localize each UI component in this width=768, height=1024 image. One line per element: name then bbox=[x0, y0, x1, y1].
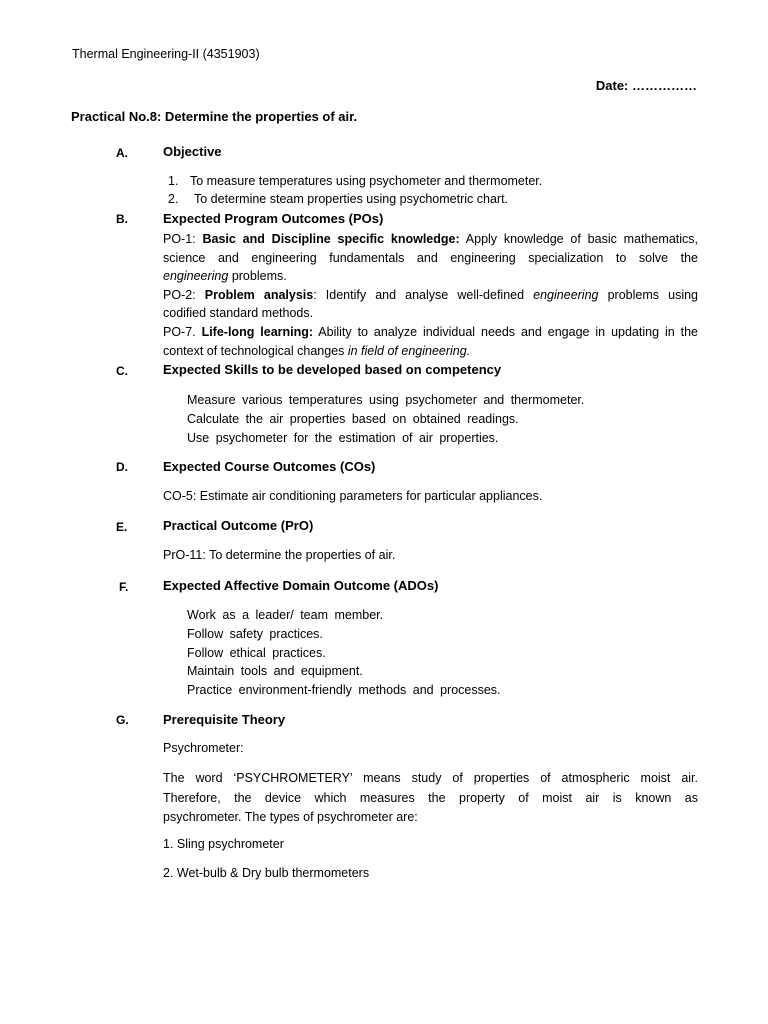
section-e-letter: E. bbox=[116, 520, 128, 534]
section-f-letter: F. bbox=[119, 580, 129, 594]
ado-item: Follow safety practices. bbox=[187, 626, 323, 641]
objective-item-text: To measure temperatures using psychometer and thermometer. bbox=[190, 174, 543, 188]
po1-code: PO-1: bbox=[163, 232, 203, 246]
skill-item: Use psychometer for the estimation of air properties. bbox=[187, 430, 499, 445]
ado-item: Work as a leader/ team member. bbox=[187, 608, 384, 622]
practical-outcome-text: PrO-11: To determine the properties of air. bbox=[163, 548, 396, 562]
ado-item: Maintain tools and equipment. bbox=[187, 664, 363, 679]
objective-item bbox=[168, 174, 542, 188]
section-f-title: Expected Affective Domain Outcome (ADOs) bbox=[163, 578, 439, 593]
section-a-title: Objective bbox=[163, 144, 222, 159]
po2-text: : Identify and analyse well-defined bbox=[313, 287, 534, 302]
po2-line: codified standard methods. bbox=[163, 306, 314, 321]
paragraph-line: Therefore, the device which measures the property of moist air is known as bbox=[163, 790, 698, 805]
section-g-title: Prerequisite Theory bbox=[163, 712, 286, 727]
psychrometer-type: 2. Wet-bulb & Dry bulb thermometers bbox=[163, 866, 370, 880]
po7-italic: in field of engineering. bbox=[347, 343, 471, 358]
po1-line bbox=[163, 230, 698, 249]
po1-italic: engineering bbox=[163, 269, 229, 284]
po2-code: PO-2: bbox=[163, 287, 205, 302]
po7-line bbox=[163, 323, 698, 342]
section-d-letter: D. bbox=[116, 460, 128, 474]
po7-text: Ability to analyze individual needs and engage in updating in the bbox=[313, 324, 698, 339]
po2-title: Problem analysis bbox=[204, 287, 314, 302]
po7-text-2: context of technological changes bbox=[163, 343, 348, 358]
section-a-letter: A. bbox=[116, 146, 128, 160]
po1-title: Basic and Discipline specific knowledge: bbox=[202, 232, 460, 246]
objective-item bbox=[168, 192, 508, 206]
psychrometer-subheading: Psychrometer: bbox=[163, 741, 244, 755]
objective-item-text: To determine steam properties using psychometric chart. bbox=[194, 192, 509, 206]
section-b-title: Expected Program Outcomes (POs) bbox=[163, 211, 384, 226]
po1-text-end: problems. bbox=[228, 269, 287, 284]
po7-title: Life-long learning: bbox=[201, 324, 314, 339]
objective-item-number: 1. bbox=[168, 174, 179, 188]
ado-item: Practice environment-friendly methods and processes. bbox=[187, 683, 501, 698]
po7-line bbox=[163, 342, 698, 361]
section-g-letter: G. bbox=[116, 713, 129, 727]
skill-item: Calculate the air properties based on obtained readings. bbox=[187, 411, 519, 426]
po1-line: science and engineering fundamentals and engineering specialization to solve the bbox=[163, 250, 698, 265]
section-c-letter: C. bbox=[116, 364, 128, 378]
psychrometer-paragraph bbox=[163, 769, 698, 828]
skills-list bbox=[187, 391, 584, 447]
paragraph-line: psychrometer. The types of psychrometer are: bbox=[163, 810, 418, 824]
po2-line bbox=[163, 286, 698, 305]
po1-line bbox=[163, 267, 698, 286]
po2-text-end: problems using bbox=[598, 287, 698, 302]
objective-item-number: 2. bbox=[168, 192, 179, 206]
program-outcomes bbox=[163, 230, 698, 360]
paragraph-line: The word ‘PSYCHROMETERY’ means study of properties of atmospheric moist air. bbox=[163, 771, 698, 785]
section-b-letter: B. bbox=[116, 212, 128, 226]
section-c-title: Expected Skills to be developed based on competency bbox=[163, 362, 502, 377]
skill-item: Measure various temperatures using psychometer and thermometer. bbox=[187, 393, 585, 407]
course-outcome-text: CO-5: Estimate air conditioning parameters for particular appliances. bbox=[163, 489, 543, 503]
section-d-title: Expected Course Outcomes (COs) bbox=[163, 459, 376, 474]
document-header: Thermal Engineering-II (4351903) bbox=[72, 47, 260, 61]
practical-title: Practical No.8: Determine the properties of air. bbox=[71, 109, 358, 124]
po1-text: Apply knowledge of basic mathematics, bbox=[459, 232, 698, 246]
ado-item: Follow ethical practices. bbox=[187, 645, 326, 660]
po2-italic: engineering bbox=[533, 287, 599, 302]
psychrometer-type: 1. Sling psychrometer bbox=[163, 837, 284, 851]
section-e-title: Practical Outcome (PrO) bbox=[163, 518, 314, 533]
date-label: Date: …………… bbox=[595, 78, 697, 93]
ado-list bbox=[187, 606, 501, 700]
po7-code: PO-7. bbox=[163, 324, 202, 339]
